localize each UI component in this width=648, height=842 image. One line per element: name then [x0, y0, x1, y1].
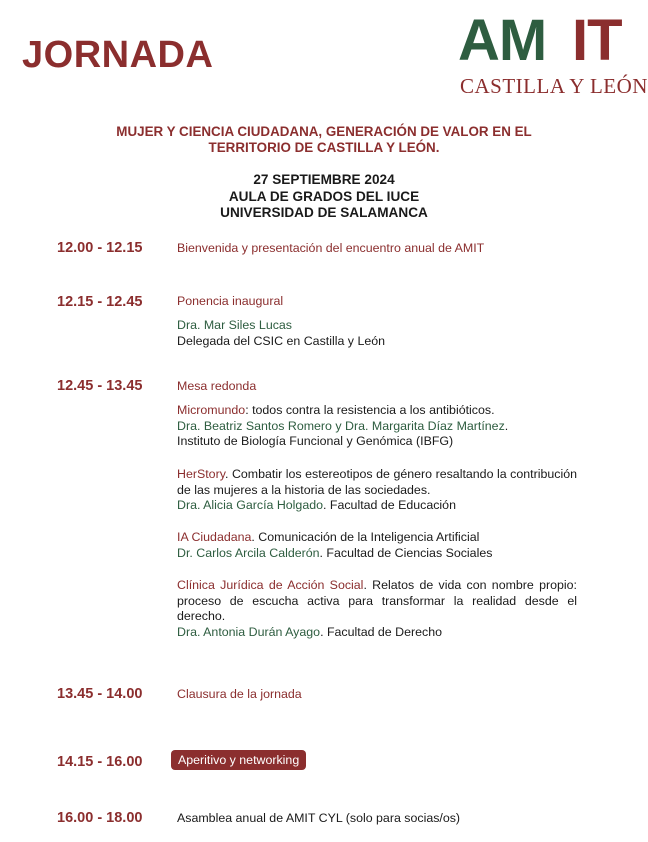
panel-micromundo: [177, 403, 577, 450]
time-slot-6: 16.00 - 18.00: [57, 810, 143, 826]
event-date: 27 SEPTIEMBRE 2024: [253, 172, 395, 187]
amit-logo: [456, 6, 648, 102]
logo-it-text: IT: [572, 8, 622, 73]
panel-speaker: Dra. Alicia García Holgado: [177, 498, 324, 512]
logo-subtitle: CASTILLA Y LEÓN: [460, 74, 648, 98]
event-info: [40, 172, 608, 222]
panel-speaker: Dra. Antonia Durán Ayago: [177, 624, 321, 639]
time-slot-2: 12.15 - 12.45: [57, 294, 143, 310]
panel-affiliation: . Facultad de Ciencias Sociales: [319, 545, 493, 560]
time-slot-4: 13.45 - 14.00: [57, 686, 143, 702]
subtitle-line-2: TERRITORIO DE CASTILLA Y LEÓN.: [208, 140, 440, 155]
project-description: . Comunicación de la Inteligencia Artificial: [251, 530, 480, 544]
panel-institution: Instituto de Biología Funcional y Genómica (IBFG): [177, 434, 454, 448]
keynote-role: Delegada del CSIC en Castilla y León: [177, 333, 386, 348]
event-institution: UNIVERSIDAD DE SALAMANCA: [220, 205, 428, 220]
assembly-label: Asamblea anual de AMIT CYL (solo para socias/os): [177, 811, 461, 825]
networking-badge: Aperitivo y networking: [171, 750, 306, 770]
panel-ia-ciudadana: [177, 530, 577, 561]
welcome-label: Bienvenida y presentación del encuentro anual de AMIT: [177, 241, 485, 255]
time-slot-5: 14.15 - 16.00: [57, 754, 143, 770]
panel-affiliation: . Facultad de Educación: [323, 498, 456, 512]
project-description: . Relatos de vida con nombre propio: proceso de escucha activa para transformar la realidad desde el derecho.: [177, 578, 577, 623]
project-name: IA Ciudadana: [177, 530, 252, 544]
event-subtitle: [40, 124, 608, 156]
panel-clinica-juridica: [177, 578, 577, 640]
roundtable-label: Mesa redonda: [177, 379, 257, 393]
panel-speaker: Dr. Carlos Arcila Calderón: [177, 545, 320, 560]
project-description: : todos contra la resistencia a los antibióticos.: [245, 403, 495, 417]
keynote-speaker: Dra. Mar Siles Lucas: [177, 318, 292, 332]
project-name: Clínica Jurídica de Acción Social: [177, 578, 364, 592]
keynote-speaker-block: [177, 318, 577, 349]
logo-am-text: AM: [458, 8, 547, 73]
keynote-label: Ponencia inaugural: [177, 294, 284, 308]
project-name: Micromundo: [177, 403, 246, 417]
page-title: JORNADA: [22, 34, 214, 76]
panel-speakers: Dra. Beatriz Santos Romero y Dra. Margarita Díaz Martínez: [177, 418, 505, 433]
project-name: HerStory: [177, 467, 225, 481]
closing-label: Clausura de la jornada: [177, 687, 302, 701]
time-slot-1: 12.00 - 12.15: [57, 240, 143, 256]
punctuation: .: [504, 418, 509, 433]
panel-affiliation: . Facultad de Derecho: [320, 624, 442, 639]
event-venue: AULA DE GRADOS DEL IUCE: [228, 188, 420, 204]
subtitle-line-1: MUJER Y CIENCIA CIUDADANA, GENERACIÓN DE VALOR EN EL: [116, 124, 532, 139]
project-description: . Combatir los estereotipos de género resaltando la contribución de las mujeres a la historia de las sociedades.: [177, 467, 577, 497]
time-slot-3: 12.45 - 13.45: [57, 378, 143, 394]
panel-herstory: [177, 467, 577, 514]
